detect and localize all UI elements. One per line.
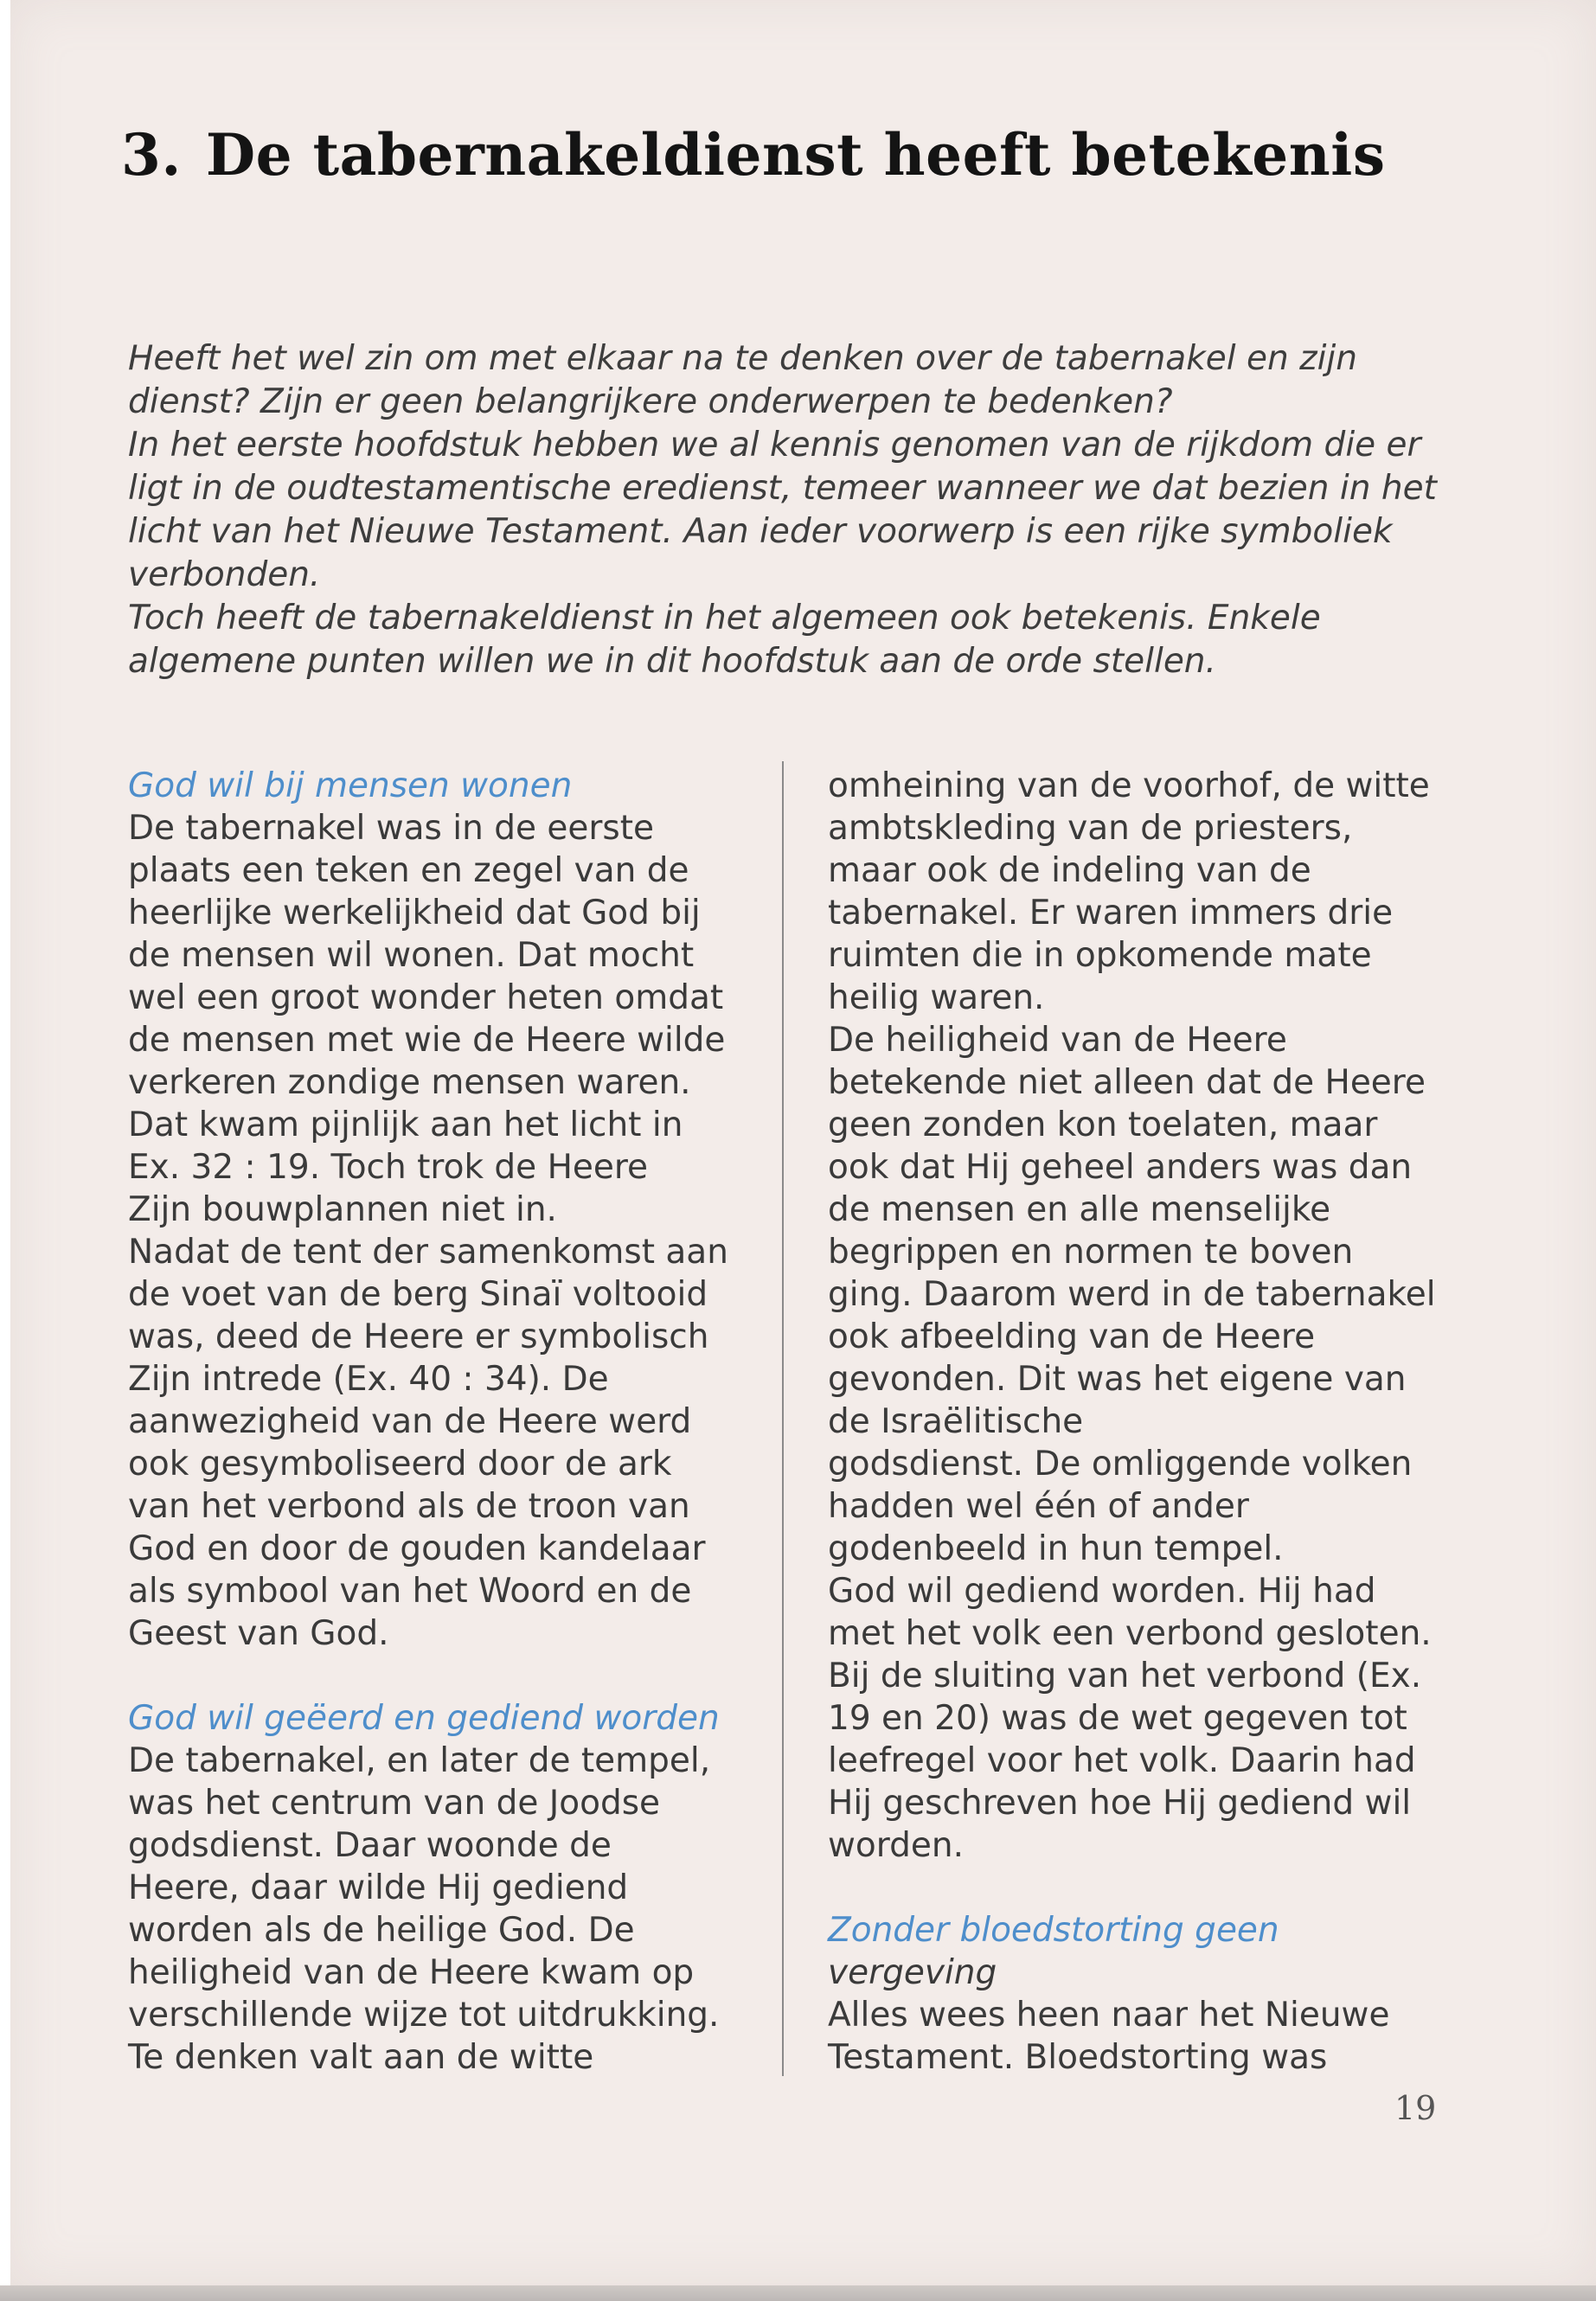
intro-paragraph: [128, 337, 1443, 424]
right-column: [828, 765, 1451, 2079]
body-line: godenbeeld in hun tempel.: [828, 1529, 1284, 1568]
section-heading-zonder-bloedstorting: Zonder bloedstorting geen: [828, 1911, 1279, 1950]
body-line: Zijn bouwplannen niet in.: [128, 1190, 557, 1229]
intro-line: Toch heeft de tabernakeldienst in het algemeen ook betekenis. Enkele: [128, 599, 1321, 638]
body-line: begrippen en normen te boven: [828, 1233, 1354, 1272]
column-divider: [782, 761, 784, 2076]
body-line: heerlijke werkelijkheid dat God bij: [128, 894, 701, 933]
body-line: Nadat de tent der samenkomst aan: [128, 1233, 728, 1272]
body-line: worden.: [828, 1826, 964, 1865]
body-line: van het verbond als de troon van: [128, 1487, 690, 1526]
body-line: De tabernakel was in de eerste: [128, 809, 654, 848]
body-line: Heere, daar wilde Hij gediend: [128, 1868, 629, 1907]
body-line: De tabernakel, en later de tempel,: [128, 1741, 711, 1780]
body-line: ruimten die in opkomende mate: [828, 936, 1372, 975]
body-line: was het centrum van de Joodse: [128, 1784, 661, 1823]
body-line: de Israëlitische: [828, 1402, 1084, 1441]
body-line: worden als de heilige God. De: [128, 1911, 635, 1950]
body-line: Te denken valt aan de witte: [128, 2038, 594, 2077]
body-line: met het volk een verbond gesloten.: [828, 1614, 1432, 1653]
body-line: godsdienst. Daar woonde de: [128, 1826, 612, 1865]
intro-paragraph: [128, 424, 1443, 597]
left-column: [128, 765, 820, 2079]
body-line: ging. Daarom werd in de tabernakel: [828, 1275, 1436, 1314]
body-line: als symbool van het Woord en de: [128, 1572, 692, 1611]
page-number: 19: [1394, 2089, 1437, 2127]
body-line: God wil gediend worden. Hij had: [828, 1572, 1376, 1611]
section-heading-god-wil-bij-mensen-wonen: God wil bij mensen wonen: [128, 766, 573, 805]
body-line: de voet van de berg Sinaï voltooid: [128, 1275, 708, 1314]
body-line: omheining van de voorhof, de witte: [828, 766, 1430, 805]
body-line: plaats een teken en zegel van de: [128, 851, 689, 890]
body-line: ook gesymboliseerd door de ark: [128, 1445, 672, 1484]
body-line: aanwezigheid van de Heere werd: [128, 1402, 692, 1441]
body-line: wel een groot wonder heten omdat: [128, 978, 724, 1017]
body-line: godsdienst. De omliggende volken: [828, 1445, 1413, 1484]
body-line: maar ook de indeling van de: [828, 851, 1311, 890]
body-line: heiligheid van de Heere kwam op: [128, 1953, 695, 1992]
section-heading-continuation: vergeving: [828, 1953, 997, 1992]
intro-line: verbonden.: [128, 555, 321, 594]
page-bottom-edge: [0, 2285, 1596, 2301]
intro-line: algemene punten willen we in dit hoofdstuk aan de orde stellen.: [128, 642, 1216, 681]
body-line: geen zonden kon toelaten, maar: [828, 1106, 1378, 1144]
chapter-title-text: De tabernakeldienst heeft betekenis: [205, 121, 1386, 189]
body-line: Alles wees heen naar het Nieuwe: [828, 1996, 1390, 2035]
body-line: Zijn intrede (Ex. 40 : 34). De: [128, 1360, 609, 1399]
intro-line: dienst? Zijn er geen belangrijkere onderwerpen te bedenken?: [128, 382, 1173, 421]
body-line: de mensen en alle menselijke: [828, 1190, 1331, 1229]
body-line: ambtskleding van de priesters,: [828, 809, 1353, 848]
body-line: God en door de gouden kandelaar: [128, 1529, 706, 1568]
chapter-number: 3.: [121, 121, 182, 189]
intro-paragraph: [128, 597, 1443, 683]
intro-line: Heeft het wel zin om met elkaar na te denken over de tabernakel en zijn: [128, 339, 1357, 378]
section-gap: [128, 1655, 820, 1697]
section-heading-god-wil-geeerd-en-gediend-worden: God wil geëerd en gediend worden: [128, 1699, 720, 1738]
body-line: 19 en 20) was de wet gegeven tot: [828, 1699, 1407, 1738]
body-line: de mensen met wie de Heere wilde: [128, 1021, 726, 1060]
section-gap: [828, 1867, 1451, 1909]
body-line: ook afbeelding van de Heere: [828, 1317, 1316, 1356]
body-line: Geest van God.: [128, 1614, 389, 1653]
body-line: de mensen wil wonen. Dat mocht: [128, 936, 695, 975]
body-line: betekende niet alleen dat de Heere: [828, 1063, 1426, 1102]
body-line: gevonden. Dit was het eigene van: [828, 1360, 1407, 1399]
body-line: Bij de sluiting van het verbond (Ex.: [828, 1657, 1422, 1695]
intro-line: In het eerste hoofdstuk hebben we al kennis genomen van de rijkdom die er: [128, 426, 1421, 465]
body-line: verschillende wijze tot uitdrukking.: [128, 1996, 720, 2035]
body-line: Hij geschreven hoe Hij gediend wil: [828, 1784, 1412, 1823]
body-line: Testament. Bloedstorting was: [828, 2038, 1328, 2077]
body-line: Ex. 32 : 19. Toch trok de Heere: [128, 1148, 649, 1187]
body-line: leefregel voor het volk. Daarin had: [828, 1741, 1416, 1780]
intro-text: [128, 337, 1443, 683]
intro-line: licht van het Nieuwe Testament. Aan ieder voorwerp is een rijke symboliek: [128, 512, 1393, 551]
body-line: hadden wel één of ander: [828, 1487, 1249, 1526]
body-line: Dat kwam pijnlijk aan het licht in: [128, 1106, 683, 1144]
body-line: De heiligheid van de Heere: [828, 1021, 1287, 1060]
body-line: verkeren zondige mensen waren.: [128, 1063, 691, 1102]
body-line: was, deed de Heere er symbolisch: [128, 1317, 709, 1356]
body-line: ook dat Hij geheel anders was dan: [828, 1148, 1413, 1187]
intro-line: ligt in de oudtestamentische eredienst, temeer wanneer we dat bezien in het: [128, 469, 1437, 508]
body-line: heilig waren.: [828, 978, 1045, 1017]
chapter-title: [121, 121, 1386, 189]
body-line: tabernakel. Er waren immers drie: [828, 894, 1394, 933]
